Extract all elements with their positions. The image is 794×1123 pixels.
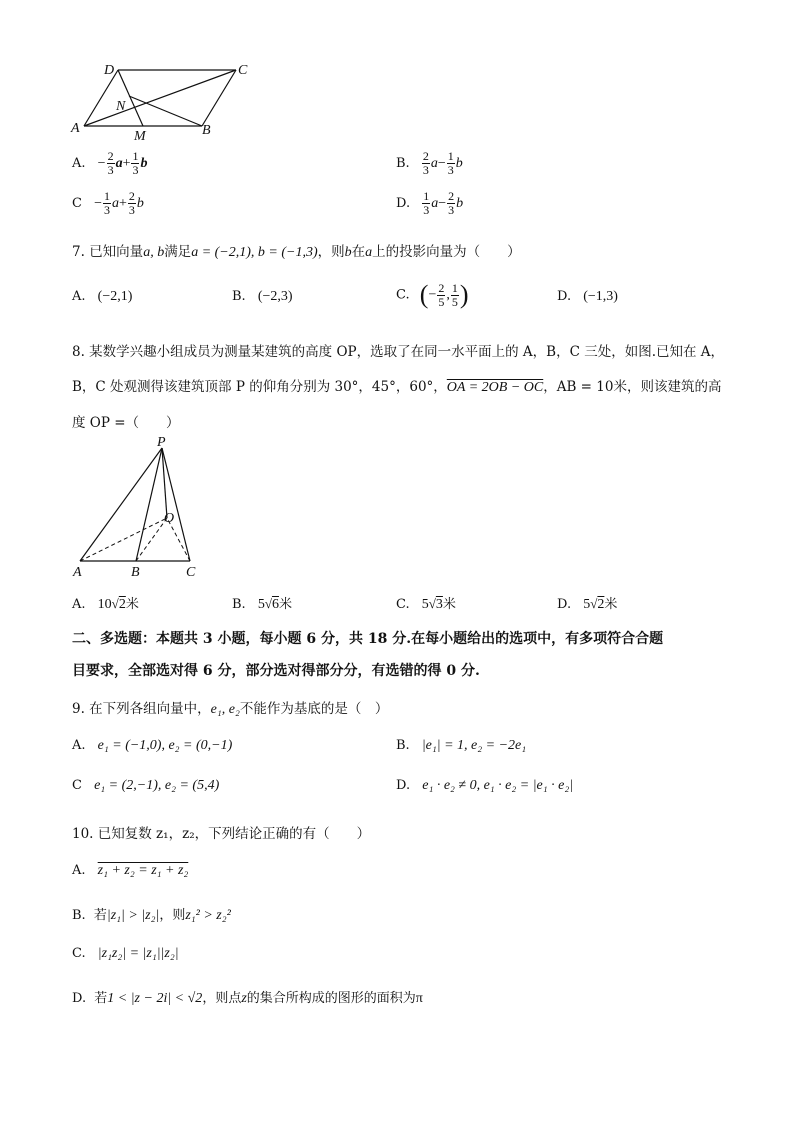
q7-stem: 7. 已知向量a, b满足a = (−2,1), b = (−1,3)，则b在a上的投影向量为（ ） — [72, 244, 521, 260]
q10-option-b: B. 若|z₁| > |z₂|，则z₁² > z₂² — [72, 908, 231, 923]
q8-line-3: 度 OP =（ ） — [72, 415, 180, 431]
section-heading-line-1: 二、多选题：本题共 3 小题，每小题 6 分，共 18 分.在每小题给出的选项中，有多项符合合题 — [72, 631, 664, 647]
q6-option-d: D. $\frac{1}{3}$ a− $\frac{2}{3}$ b — [396, 189, 464, 217]
q8-line-1: 8. 某数学兴趣小组成员为测量某建筑的高度 OP，选取了在同一水平面上的 A，B，C 三处，如图.已知在 A， — [72, 344, 725, 360]
q8-option-b: B. 5√6米 — [232, 596, 292, 612]
q9-option-a: A. e₁ = (−1,0), e₂ = (0,−1) — [72, 738, 233, 753]
label-N: N — [116, 99, 126, 114]
q8-line-2: B，C 处观测得该建筑顶部 P 的仰角分别为 30°，45°，60°，OA = 2OB − OC，AB = 10米，则该建筑的高 — [72, 379, 722, 395]
building-figure — [66, 436, 216, 581]
label-A: A — [71, 121, 80, 136]
q9-option-c: C e₁ = (2,−1), e₂ = (5,4) — [72, 778, 220, 793]
label-O: O — [164, 511, 175, 526]
q9-option-b: B. |e₁| = 1, e₂ = −2e₁ — [396, 738, 527, 753]
q10-option-a: A. z₁ + z₂ = z₁ + z₂ — [72, 863, 189, 878]
q10-option-d: D. 若1 < |z − 2i| < √2，则点z的集合所构成的图形的面积为π — [72, 991, 423, 1006]
q6-option-b: B. $\frac{2}{3}$ a− $\frac{1}{3}$ b — [396, 149, 463, 177]
label-C: C — [238, 63, 248, 78]
q6-option-a: A. − $\frac{2}{3}$ a+ $\frac{1}{3}$ b — [72, 149, 148, 177]
label-B: B — [202, 123, 211, 138]
q8-option-c: C. 5√3米 — [396, 596, 456, 612]
q6-option-c: C − $\frac{1}{3}$ a+ $\frac{2}{3}$ b — [72, 189, 144, 217]
q7-option-d: D. (−1,3) — [557, 289, 618, 304]
q9-stem: 9. 在下列各组向量中，e₁, e₂不能作为基底的是（ ） — [72, 701, 389, 717]
label-C: C — [186, 565, 196, 580]
q10-stem: 10. 已知复数 z₁，z₂，下列结论正确的有（ ） — [72, 826, 371, 842]
label-D: D — [104, 63, 115, 78]
label-A: A — [73, 565, 82, 580]
q10-option-c: C. |z₁z₂| = |z₁||z₂| — [72, 946, 179, 961]
q7-option-b: B. (−2,3) — [232, 289, 293, 304]
q7-option-c: C. (− $\frac{2}{5}$ , $\frac{1}{5}$ ) — [396, 280, 469, 309]
label-B: B — [131, 565, 140, 580]
section-heading-line-2: 目要求，全部选对得 6 分，部分选对得部分分，有选错的得 0 分. — [72, 663, 480, 679]
q7-option-a: A. (−2,1) — [72, 289, 133, 304]
q8-option-a: A. 10√2米 — [72, 596, 139, 612]
label-M: M — [134, 129, 146, 143]
q8-option-d: D. 5√2米 — [557, 596, 618, 612]
label-P: P — [157, 436, 166, 450]
parallelogram-figure — [66, 58, 266, 143]
q9-option-d: D. e₁ · e₂ ≠ 0, e₁ · e₂ = |e₁ · e₂| — [396, 778, 574, 793]
